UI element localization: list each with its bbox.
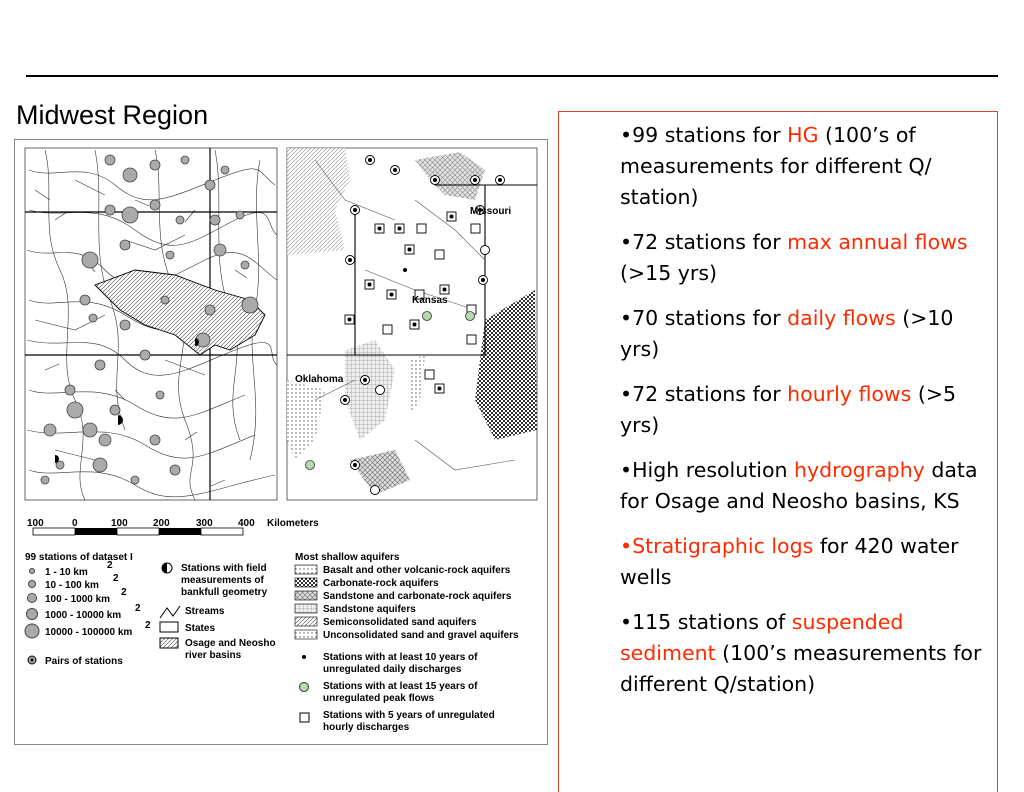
bullet-item: •115 stations of suspended sediment (100’s measurements for different Q/station): [620, 610, 982, 696]
legend-basins: Osage and Neosho: [185, 638, 276, 649]
bullet-item: •Stratigraphic logs for 420 water wells: [620, 534, 959, 589]
bullet-item: •72 stations for hourly flows (>5 yrs): [620, 382, 957, 437]
legend-heading: Most shallow aquifers: [295, 552, 400, 563]
superscript: 2: [121, 587, 127, 598]
legend-pairs: Pairs of stations: [45, 656, 123, 667]
left-map-panel: [25, 148, 277, 500]
legend-size: 10000 - 100000 km: [45, 627, 133, 638]
legend-field: measurements of: [181, 575, 264, 586]
legend-stations: [25, 552, 151, 667]
scale-tick: 200: [153, 518, 170, 529]
legend-hourly: hourly discharges: [323, 722, 410, 733]
legend-states: States: [185, 623, 216, 634]
legend-aquifer: Basalt and other volcanic-rock aquifers: [323, 565, 511, 576]
superscript: 2: [113, 573, 119, 584]
legend-basins: river basins: [185, 650, 242, 661]
label-oklahoma: Oklahoma: [295, 374, 344, 385]
legend-aquifer: Carbonate-rock aquifers: [323, 578, 439, 589]
right-map-panel: [287, 148, 537, 500]
legend-field: Stations with field: [181, 563, 267, 574]
bullet-item: •70 stations for daily flows (>10 yrs): [620, 306, 954, 361]
superscript: 2: [107, 560, 113, 571]
bullet-item: •99 stations for HG (100’s of measurements for different Q/ station): [620, 123, 932, 209]
scale-tick: 100: [27, 518, 44, 529]
legend-size: 1000 - 10000 km: [45, 610, 122, 621]
bullet-list: [620, 120, 995, 714]
scale-bar: [27, 518, 319, 535]
legend-size: 10 - 100 km: [45, 580, 99, 591]
scale-unit: Kilometers: [267, 518, 319, 529]
legend-aquifer: Sandstone aquifers: [323, 604, 416, 615]
legend-aquifer: Unconsolidated sand and gravel aquifers: [323, 630, 519, 641]
bullet-item: •High resolution hydrography data for Osage and Neosho basins, KS: [620, 458, 978, 513]
legend-streams: Streams: [185, 606, 225, 617]
scale-tick: 100: [111, 518, 128, 529]
legend-field: bankfull geometry: [181, 587, 268, 598]
legend-hourly: Stations with 5 years of unregulated: [323, 710, 495, 721]
legend-peak: Stations with at least 15 years of: [323, 681, 478, 692]
superscript: 2: [145, 620, 151, 631]
legend-size: 1 - 10 km: [45, 567, 88, 578]
legend-peak: unregulated peak flows: [323, 693, 435, 704]
scale-tick: 400: [238, 518, 255, 529]
legend-daily: Stations with at least 10 years of: [323, 652, 478, 663]
legend-aquifer: Sandstone and carbonate-rock aquifers: [323, 591, 512, 602]
map-figure: [14, 139, 548, 745]
bullet-item: •72 stations for max annual flows (>15 yrs): [620, 230, 968, 285]
scale-tick: 300: [196, 518, 213, 529]
legend-heading: 99 stations of dataset I: [25, 552, 133, 563]
legend-aquifer: Semiconsolidated sand aquifers: [323, 617, 477, 628]
scale-tick: 0: [72, 518, 78, 529]
slide-title: Midwest Region: [16, 100, 209, 130]
legend-aquifers: [295, 552, 519, 733]
superscript: 2: [135, 603, 141, 614]
legend-size: 100 - 1000 km: [45, 594, 111, 605]
label-missouri: Missouri: [470, 206, 512, 217]
legend-daily: unregulated daily discharges: [323, 664, 462, 675]
map-svg: [15, 140, 547, 744]
label-kansas: Kansas: [412, 295, 448, 306]
title-rule: [26, 75, 998, 77]
legend-features: [160, 563, 276, 661]
